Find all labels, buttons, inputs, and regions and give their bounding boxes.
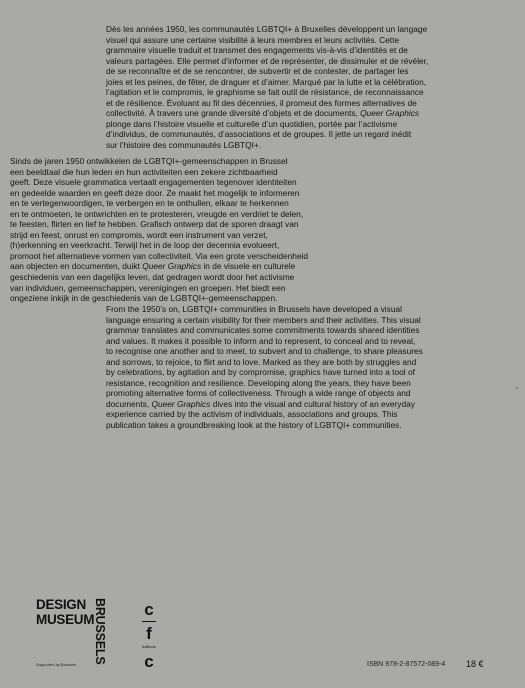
text-line: by celebrations, by agitation and by compromise, graphics have turned into a tool of (106, 367, 415, 378)
text-line: resistance, recognition and resilience. Developing along the years, they have been (106, 377, 411, 388)
text-line: l’agitation et le compromis, le graphisme se fait outil de résistance, de reconnaissance (106, 87, 424, 98)
text-line (10, 261, 410, 272)
dutch-blurb (10, 156, 410, 304)
text-line: joies et les peines, de fêter, de draguer et d’aimer. Marqué par la lutte et la célébration, (106, 76, 427, 87)
text-line: geeft. Deze visuele grammatica vertaalt engagementen tegenover identiteiten (10, 177, 297, 188)
text-fragment: collectivité. À travers une grande diversité d’objets et de documents, (106, 108, 361, 119)
publisher-divider (142, 621, 156, 622)
text-line: language ensuring a certain visibility for their members and their activities. This visual (106, 314, 421, 325)
text-line: promoting alternative forms of collectiveness. Through a wide range of objects and (106, 388, 411, 399)
text-line: en te vertegenwoordigen, te verbergen en te onthullen, elkaar te herkennen (10, 198, 289, 209)
publisher-mark-c-bottom: c (144, 652, 154, 671)
isbn-number: ISBN 978-2-87572-089-4 (367, 661, 446, 668)
logo-supported-by: Supported by Brussels (36, 662, 77, 667)
text-line: and sorrows, to rejoice, to flirt and to love. Marked as they are both by struggles and (106, 356, 417, 367)
text-line: een beeldtaal die hun leden en hun activiteiten een zekere zichtbaarheid (10, 166, 278, 177)
text-line (106, 108, 466, 119)
french-blurb (106, 24, 466, 151)
text-line: et de résilience. Évoluant au fil des décennies, il promeut des formes alternatives de (106, 97, 417, 108)
text-line: en te ontmoeten, te ontwrichten en te protesteren, vreugde en verdriet te delen, (10, 208, 304, 219)
text-fragment: in de visuele en culturele (201, 261, 296, 272)
design-museum-logo (36, 598, 116, 668)
text-line: (h)erkenning en veerkracht. Terwijl het in de loop der decennia evolueert, (10, 240, 280, 251)
text-fragment: documents, (106, 398, 152, 409)
cfc-editions-logo (140, 601, 158, 673)
logo-word-museum: MUSEUM (36, 612, 95, 627)
text-line: to recognise one another and to meet, to subvert and to challenge, to share pleasures (106, 346, 423, 357)
edge-mark: cfc (515, 386, 519, 390)
text-line: promoot het alternatieve vormen van collectiviteit. Via een grote verscheidenheid (10, 250, 309, 261)
text-line: Dès les années 1950, les communautés LGBTQI+ à Bruxelles développent un langage (106, 24, 428, 34)
text-line: experience carried by the activism of individuals, associations and groups. This (106, 409, 398, 420)
text-line: grammaire visuelle traduit et transmet des engagements vis-à-vis d’identités et de (106, 45, 408, 56)
text-line: ongeziene inkijk in de geschiedenis van de LGBTQI+-gemeenschappen. (10, 293, 278, 304)
text-line: sur l’histoire des communautés LGBTQI+. (106, 140, 262, 151)
text-line: plonge dans l’histoire visuelle et culturelle d’un quotidien, portée par l’activisme (106, 118, 398, 129)
text-fragment: dives into the visual and cultural history of an everyday (210, 398, 415, 409)
publisher-label: éditions (142, 644, 156, 649)
text-line: publication takes a groundbreaking look at the history of LGBTQI+ communities. (106, 420, 402, 431)
text-line: Sinds de jaren 1950 ontwikkelen de LGBTQI+-gemeenschappen in Brussel (10, 156, 288, 166)
text-line: strijd en feest, onrust en compromis, wordt een instrument van verzet, (10, 229, 268, 240)
text-line: grammar translates and communicates some commitments towards shared identities (106, 325, 420, 336)
book-title: Queer Graphics (151, 398, 211, 409)
logo-word-brussels: BRUSSELS (93, 598, 107, 665)
text-line: geschiedenis van een dagelijks leven, dat gedragen wordt door het activisme (10, 272, 295, 283)
text-line: d’individus, de communautés, d’associations et de groupes. Il jette un regard inédit (106, 129, 412, 140)
logo-word-design: DESIGN (36, 597, 86, 612)
text-line: van individuen, gemeenschappen, verenigingen en groepen. Het biedt een (10, 282, 286, 293)
text-line: en gedeelde waarden en geeft deze door. Ze maakt het mogelijk te informeren (10, 187, 300, 198)
text-line: de se reconnaître et de se rencontrer, de subvertir et de contester, de partager les (106, 66, 409, 77)
english-blurb (106, 304, 466, 431)
text-line: visuel qui assure une certaine visibilité à leurs membres et leurs activités. Cette (106, 34, 400, 45)
text-fragment: aan objecten en documenten, duikt (10, 261, 143, 272)
publisher-mark-c-top: c (144, 600, 154, 619)
text-line: valeurs partagées. Elle permet d’informer et de représenter, de dissimuler et de révéler, (106, 55, 429, 66)
text-line (106, 399, 466, 410)
publisher-mark-f: f (146, 624, 152, 643)
book-title: Queer Graphics (360, 108, 420, 119)
price: 18 € (466, 659, 484, 669)
text-line: te feesten, flirten en lief te hebben. Grafisch ontwerp dat de sporen draagt van (10, 219, 299, 230)
text-line: and values. It makes it possible to inform and to represent, to conceal and to reveal, (106, 335, 416, 346)
text-line: From the 1950’s on, LGBTQI+ communities in Brussels have developed a visual (106, 304, 402, 314)
book-title: Queer Graphics (142, 261, 202, 272)
